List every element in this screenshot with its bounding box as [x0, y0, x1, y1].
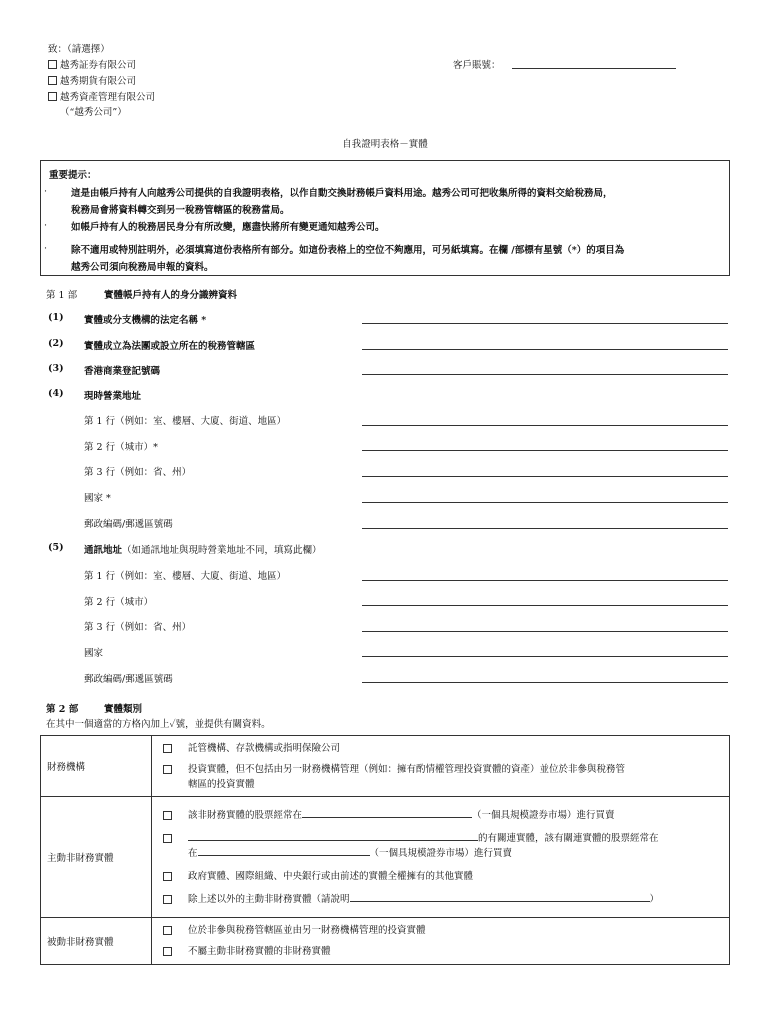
q5-label-row — [84, 542, 322, 556]
option-text: 投資實體，但不包括由另一財務機構管理（例如：擁有酌情權管理投資實體的資產）並位於非參與稅務管 — [188, 763, 626, 775]
q4-country-field[interactable] — [362, 502, 728, 503]
fi-label: 財務機構 — [41, 736, 152, 797]
passive-option-investment[interactable] — [152, 923, 729, 938]
company-option-securities[interactable] — [48, 57, 136, 71]
part2-instruction: 在其中一個適當的方格內加上✓號，並提供有關資料。 — [46, 719, 271, 730]
checkbox[interactable] — [48, 76, 57, 85]
q3-br-number-field[interactable] — [362, 374, 728, 375]
part2-title: 實體類別 — [104, 704, 143, 715]
passive-nfe-options — [152, 918, 730, 965]
notice-item-3-line-2: 越秀公司須向稅務局申報的資料。 — [71, 262, 214, 273]
q4-line3-field[interactable] — [362, 476, 728, 477]
q5-line3-field[interactable] — [362, 631, 728, 632]
checkbox[interactable] — [163, 895, 172, 904]
related-entity-field[interactable] — [188, 831, 478, 841]
q2-number: (2) — [48, 338, 64, 349]
bullet: · — [44, 186, 48, 197]
fi-option-custodial[interactable] — [152, 741, 729, 756]
checkbox[interactable] — [163, 765, 172, 774]
option-text: （一個具規模證券市場）進行買賣 — [472, 810, 615, 821]
table-row — [41, 797, 730, 918]
q5-postcode-field[interactable] — [362, 682, 728, 683]
companies-note: （“越秀公司”） — [60, 107, 127, 118]
option-text: ） — [649, 894, 660, 905]
part1-label: 第 1 部 — [46, 290, 78, 301]
fi-options — [152, 736, 730, 797]
passive-option-non-active[interactable] — [152, 944, 729, 959]
q5-country-label: 國家 — [84, 648, 104, 659]
q5-note: （如通訊地址與現時營業地址不同，填寫此欄） — [122, 545, 322, 556]
checkbox[interactable] — [163, 926, 172, 935]
q5-label: 通訊地址 — [84, 545, 123, 556]
notice-item-3-line-1: 除不適用或特別註明外，必須填寫這份表格所有部分。如這份表格上的空位不夠應用，可另紙填寫。在欄 /部標有星號（*）的項目為 — [71, 245, 625, 256]
account-number-label: 客戶賬號： — [453, 60, 501, 71]
q4-country-label: 國家 * — [84, 493, 111, 504]
q2-jurisdiction-field[interactable] — [362, 349, 728, 350]
form-title: 自我證明表格－實體 — [342, 139, 428, 150]
active-option-listed[interactable] — [152, 808, 729, 823]
q4-postcode-label: 郵政編碼/郵遞區號碼 — [84, 519, 173, 530]
entity-type-table — [40, 735, 730, 965]
company-option-futures[interactable] — [48, 73, 136, 87]
company-name: 越秀証券有限公司 — [60, 60, 137, 71]
notice-item-1-line-2: 稅務局會將資料轉交到另一稅務管轄區的稅務當局。 — [71, 205, 290, 216]
exchange-field[interactable] — [302, 808, 472, 818]
q5-line1-field[interactable] — [362, 580, 728, 581]
q5-line3-label: 第 3 行（例如：省、州） — [84, 622, 192, 633]
active-option-government[interactable] — [152, 869, 729, 884]
q5-country-field[interactable] — [362, 656, 728, 657]
option-text: 不屬主動非財務實體的非財務實體 — [188, 946, 331, 957]
option-text: 除上述以外的主動非財務實體（請說明 — [188, 894, 350, 905]
option-text: （一個具規模證券市場）進行買賣 — [369, 848, 513, 859]
active-option-other[interactable] — [152, 892, 729, 907]
option-text: 政府實體、國際組織、中央銀行或由前述的實體全權擁有的其他實體 — [188, 871, 474, 882]
q1-number: (1) — [48, 312, 64, 323]
account-number-field[interactable] — [512, 68, 676, 69]
passive-nfe-label: 被動非財務實體 — [41, 918, 152, 965]
option-text: 在 — [188, 848, 198, 859]
q4-line2-field[interactable] — [362, 450, 728, 451]
q5-line2-label: 第 2 行（城市） — [84, 597, 154, 608]
option-text: 託管機構、存款機構或指明保險公司 — [188, 742, 341, 754]
q4-label: 現時營業地址 — [84, 391, 142, 402]
other-specify-field[interactable] — [350, 892, 650, 902]
checkbox[interactable] — [163, 872, 172, 881]
q4-line2-label: 第 2 行（城市）* — [84, 442, 158, 453]
to-label: 致：（請選擇） — [48, 44, 110, 55]
table-row — [41, 736, 730, 797]
bullet: · — [44, 243, 48, 254]
checkbox[interactable] — [48, 60, 57, 69]
q3-label: 香港商業登記號碼 — [84, 366, 161, 377]
q1-label: 實體或分支機構的法定名稱 * — [84, 315, 207, 326]
checkbox[interactable] — [163, 811, 172, 820]
active-nfe-options — [152, 797, 730, 918]
company-name: 越秀期貨有限公司 — [60, 76, 137, 87]
q4-postcode-field[interactable] — [362, 528, 728, 529]
company-name: 越秀資產管理有限公司 — [60, 92, 156, 103]
option-text: 該非財務實體的股票經常在 — [188, 810, 303, 821]
option-text: 的有關連實體，該有關連實體的股票經常在 — [478, 833, 659, 844]
active-nfe-label: 主動非財務實體 — [41, 797, 152, 918]
checkbox[interactable] — [163, 947, 172, 956]
q2-label: 實體成立為法團或設立所在的稅務管轄區 — [84, 341, 256, 352]
notice-item-1-line-1: 這是由帳戶持有人向越秀公司提供的自我證明表格，以作自動交換財務帳戶資料用途。越秀公司可把收集所得的資料交給稅務局， — [71, 188, 613, 199]
q5-line1-label: 第 1 行（例如：室、樓層、大廈、街道、地區） — [84, 571, 287, 582]
fi-option-investment-entity[interactable] — [152, 762, 729, 792]
q1-legal-name-field[interactable] — [362, 323, 728, 324]
q5-postcode-label: 郵政編碼/郵遞區號碼 — [84, 674, 173, 685]
q4-number: (4) — [48, 388, 64, 399]
q5-number: (5) — [48, 542, 64, 553]
important-notice-box — [40, 160, 730, 276]
notice-heading: 重要提示： — [49, 170, 97, 181]
q4-line1-label: 第 1 行（例如：室、樓層、大廈、街道、地區） — [84, 416, 287, 427]
table-row — [41, 918, 730, 965]
q5-line2-field[interactable] — [362, 605, 728, 606]
notice-item-2: 如帳戶持有人的稅務居民身分有所改變，應盡快將所有變更通知越秀公司。 — [71, 222, 385, 233]
checkbox[interactable] — [48, 92, 57, 101]
option-text-cont: 轄區的投資實體 — [188, 778, 255, 790]
checkbox[interactable] — [163, 744, 172, 753]
q3-number: (3) — [48, 363, 64, 374]
q4-line1-field[interactable] — [362, 425, 728, 426]
part1-title: 實體帳戶持有人的身分識辨資料 — [104, 290, 238, 301]
active-option-related[interactable] — [152, 831, 729, 861]
q4-line3-label: 第 3 行（例如：省、州） — [84, 467, 192, 478]
option-text: 位於非參與稅務管轄區並由另一財務機構管理的投資實體 — [188, 925, 426, 936]
part2-label: 第 2 部 — [46, 704, 79, 715]
company-option-asset-mgmt[interactable] — [48, 89, 155, 103]
related-exchange-field[interactable] — [198, 846, 370, 856]
bullet: · — [44, 220, 48, 231]
checkbox[interactable] — [163, 834, 172, 843]
